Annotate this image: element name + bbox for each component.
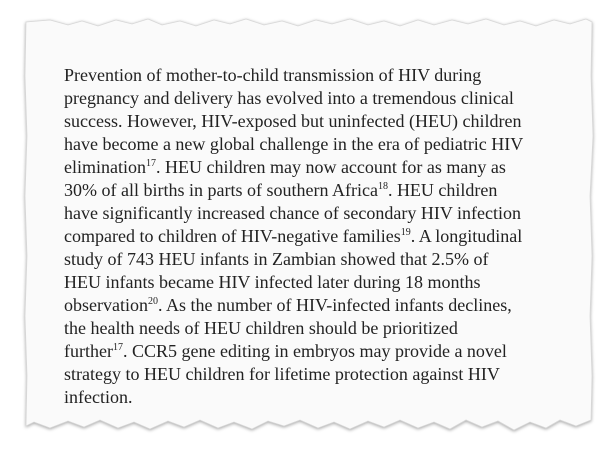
paragraph-line [64, 110, 584, 133]
paragraph-text: have become a new global challenge in the era of pediatric HIV [64, 134, 524, 154]
citation-superscript: 17 [145, 158, 156, 169]
paragraph-text: Prevention of mother-to-child transmission of HIV during [64, 65, 482, 85]
citation-superscript: 18 [377, 181, 388, 192]
paragraph-text: . HEU children may now account for as many as [155, 157, 506, 177]
paragraph-text: have significantly increased chance of secondary HIV infection [64, 203, 521, 223]
paragraph-line [64, 340, 584, 363]
paragraph-line [64, 87, 584, 110]
citation-superscript: 20 [147, 296, 158, 307]
paragraph-line [64, 225, 584, 248]
paragraph-text: pregnancy and delivery has evolved into a tremendous clinical [64, 88, 514, 108]
paragraph-text: study of 743 HEU infants in Zambian showed that 2.5% of [64, 249, 489, 269]
paragraph-line [64, 386, 584, 409]
paragraph-text: . HEU children [387, 180, 498, 200]
paragraph-line [64, 317, 584, 340]
paragraph-text: HEU infants became HIV infected later during 18 months [64, 272, 481, 292]
paragraph-text: further [64, 341, 113, 361]
citation-superscript: 17 [112, 342, 123, 353]
torn-paper-clipping [20, 16, 596, 443]
paragraph-text: compared to children of HIV-negative families [64, 226, 401, 246]
paragraph-text: infection. [64, 387, 133, 407]
paragraph-line [64, 156, 584, 179]
citation-superscript: 19 [400, 227, 411, 238]
paragraph-text: observation [64, 295, 148, 315]
paragraph-text: . CCR5 gene editing in embryos may provide a novel [122, 341, 507, 361]
paragraph-text: . As the number of HIV-infected infants declines, [157, 295, 512, 315]
paragraph-line [64, 363, 584, 386]
paragraph-text: the health needs of HEU children should be prioritized [64, 318, 458, 338]
paragraph-line [64, 294, 584, 317]
paragraph-line [64, 248, 584, 271]
paragraph-line [64, 64, 584, 87]
paragraph-text: 30% of all births in parts of southern Africa [64, 180, 378, 200]
paragraph-line [64, 133, 584, 156]
paragraph-text: elimination [64, 157, 146, 177]
paragraph-text: success. However, HIV-exposed but uninfected (HEU) children [64, 111, 522, 131]
paragraph-line [64, 179, 584, 202]
paragraph-text: strategy to HEU children for lifetime protection against HIV [64, 364, 500, 384]
paragraph-line [64, 271, 584, 294]
paragraph-line [64, 202, 584, 225]
paragraph-text: . A longitudinal [410, 226, 523, 246]
article-paragraph [64, 64, 584, 409]
